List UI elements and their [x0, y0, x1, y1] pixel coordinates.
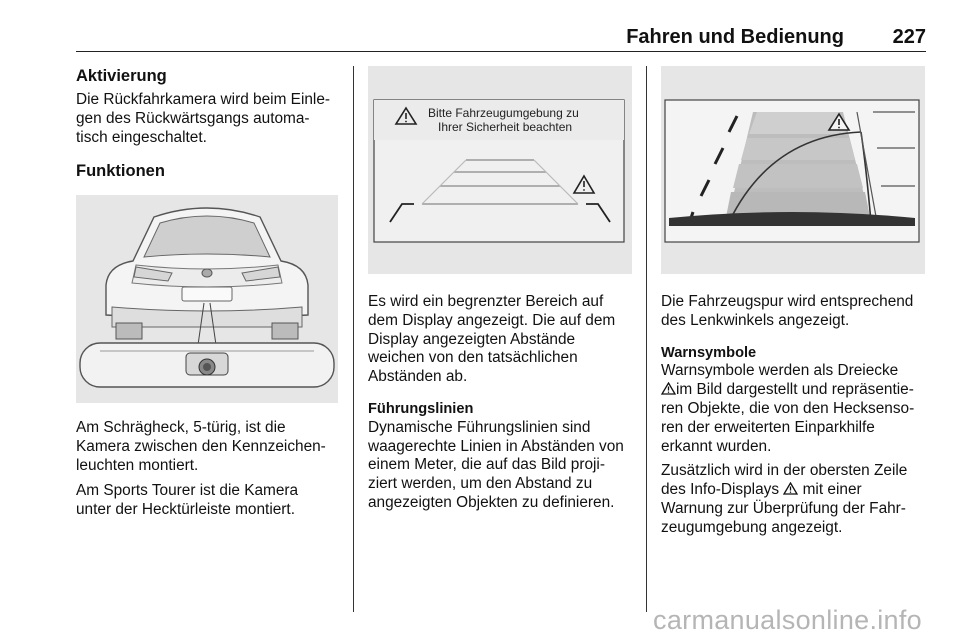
text-line: Abständen ab. — [368, 368, 468, 386]
text-line: leuchten montiert. — [76, 456, 199, 474]
header-rule — [76, 51, 926, 52]
vehicle-path-display-figure — [661, 66, 925, 274]
text-line: Zusätzlich wird in der obersten Zeile — [661, 462, 908, 480]
paragraph — [76, 419, 342, 475]
text-line: Die Rückfahrkamera wird beim Einle- — [76, 91, 331, 108]
text-line: Am Schrägheck, 5-türig, ist die — [76, 419, 286, 437]
text-line: Display angezeigten Abstände — [368, 330, 576, 348]
paragraph — [661, 293, 929, 331]
text-line: im Bild dargestellt und repräsentie- — [676, 381, 914, 399]
page-number: 227 — [892, 26, 926, 48]
text-line: zeugumgebung angezeigt. — [661, 518, 843, 536]
text-line: des Info-Displays — [661, 481, 780, 499]
text-line: Dynamische Führungslinien sind — [368, 418, 591, 436]
text-line: Die Fahrzeugspur wird entsprechend — [661, 293, 914, 310]
column-divider — [353, 66, 354, 612]
heading-fuehrungslinien: Führungslinien — [368, 400, 474, 417]
guidelines-display-figure — [368, 66, 632, 274]
page-header — [76, 26, 926, 50]
watermark: carmanualsonline.info — [653, 605, 922, 635]
heading-aktivierung: Aktivierung — [76, 67, 167, 85]
warning-triangle-icon — [661, 382, 676, 395]
text-line: ren Objekte, die von den Hecksenso- — [661, 399, 915, 417]
text-line: mit einer — [802, 481, 862, 499]
text-line: ren der erweiterten Einparkhilfe — [661, 418, 875, 436]
text-line: erkannt wurden. — [661, 437, 772, 455]
text-line: Warnung zur Überprüfung der Fahr- — [661, 499, 906, 517]
heading-warnsymbole: Warnsymbole — [661, 344, 757, 361]
text-line: dem Display angezeigt. Die auf dem — [368, 311, 616, 329]
text-line: Warnsymbole werden als Dreiecke — [661, 362, 899, 380]
paragraph — [661, 462, 929, 537]
text-line: weichen von den tatsächlichen — [368, 349, 578, 367]
warning-triangle-icon — [783, 482, 798, 495]
rear-camera-location-figure — [76, 195, 338, 403]
text-line: gen des Rückwärtsgangs automa- — [76, 109, 310, 127]
text-line: Es wird ein begrenzter Bereich auf — [368, 293, 604, 310]
text-line: ziert werden, um den Abstand zu — [368, 475, 593, 493]
heading-funktionen: Funktionen — [76, 162, 165, 181]
column-2 — [368, 66, 638, 513]
text-line: einem Meter, die auf das Bild proji- — [368, 456, 605, 474]
display-warning-line-2: Ihrer Sicherheit beachten — [438, 120, 573, 134]
column-3 — [661, 66, 929, 538]
paragraph — [76, 91, 342, 147]
section-title: Fahren und Bedienung — [626, 26, 844, 48]
display-warning-line-1: Bitte Fahrzeugumgebung zu — [428, 106, 579, 120]
text-line: angezeigten Objekten zu definieren. — [368, 493, 615, 511]
paragraph — [368, 419, 638, 513]
text-line: unter der Hecktürleiste montiert. — [76, 500, 295, 518]
paragraph — [661, 362, 929, 456]
text-line: waagerechte Linien in Abständen von — [368, 437, 624, 455]
paragraph — [76, 482, 342, 520]
column-divider — [646, 66, 647, 612]
text-line: des Lenkwinkels angezeigt. — [661, 311, 850, 329]
column-1 — [76, 66, 342, 519]
paragraph — [368, 293, 638, 387]
text-line: Kamera zwischen den Kennzeichen- — [76, 438, 326, 456]
text-line: tisch eingeschaltet. — [76, 128, 207, 146]
text-line: Am Sports Tourer ist die Kamera — [76, 481, 299, 499]
